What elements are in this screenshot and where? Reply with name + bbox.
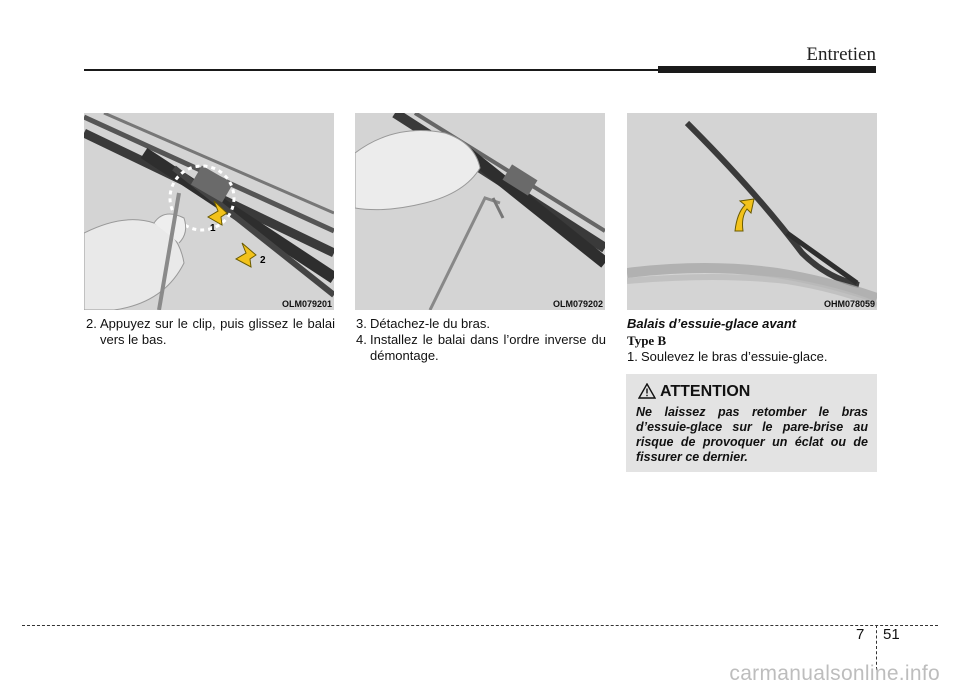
step-4 [356,332,606,364]
wiper-clip-illustration [84,113,334,310]
chapter-number: 7 [856,626,865,643]
step-1 [627,349,877,365]
header-title: Entretien [806,44,876,65]
page-number: 51 [883,626,900,643]
step-number: 2. [86,316,97,331]
step-text: Appuyez sur le clip, puis glissez le balai vers le bas. [100,316,335,347]
header-rule-thick [658,66,876,73]
warning-title: ATTENTION [660,383,751,400]
callout-2: 2 [260,255,266,266]
figure-lift-arm [627,113,877,310]
step-text: Installez le balai dans l’ordre inverse du démontage. [370,332,606,363]
watermark: carmanualsonline.info [729,662,940,685]
callout-1: 1 [210,223,216,234]
wiper-detach-illustration [355,113,605,310]
figure-blade-detach [355,113,605,310]
wiper-lift-illustration [627,113,877,310]
step-2 [86,316,335,348]
section-subheading: Balais d’essuie-glace avant [627,316,797,331]
step-number: 1. [627,349,638,364]
header-rule [84,69,664,71]
type-label: Type B [627,333,667,348]
warning-triangle-icon [638,383,656,399]
step-number: 4. [356,332,367,347]
figure-code: OLM079202 [552,299,603,309]
figure-code: OLM079201 [281,299,332,309]
warning-box [626,374,877,472]
warning-text: Ne laissez pas retomber le bras d’essuie-glace sur le pare-brise au risque de provoquer un éclat ou de fissurer ce dernier. [636,405,868,464]
figure-code: OHM078059 [823,299,875,309]
step-number: 3. [356,316,367,331]
footer-rule [22,625,938,626]
step-text: Soulevez le bras d’essuie-glace. [641,349,828,364]
figure-clip-removal [84,113,334,310]
step-text: Détachez-le du bras. [370,316,490,331]
step-3 [356,316,606,332]
